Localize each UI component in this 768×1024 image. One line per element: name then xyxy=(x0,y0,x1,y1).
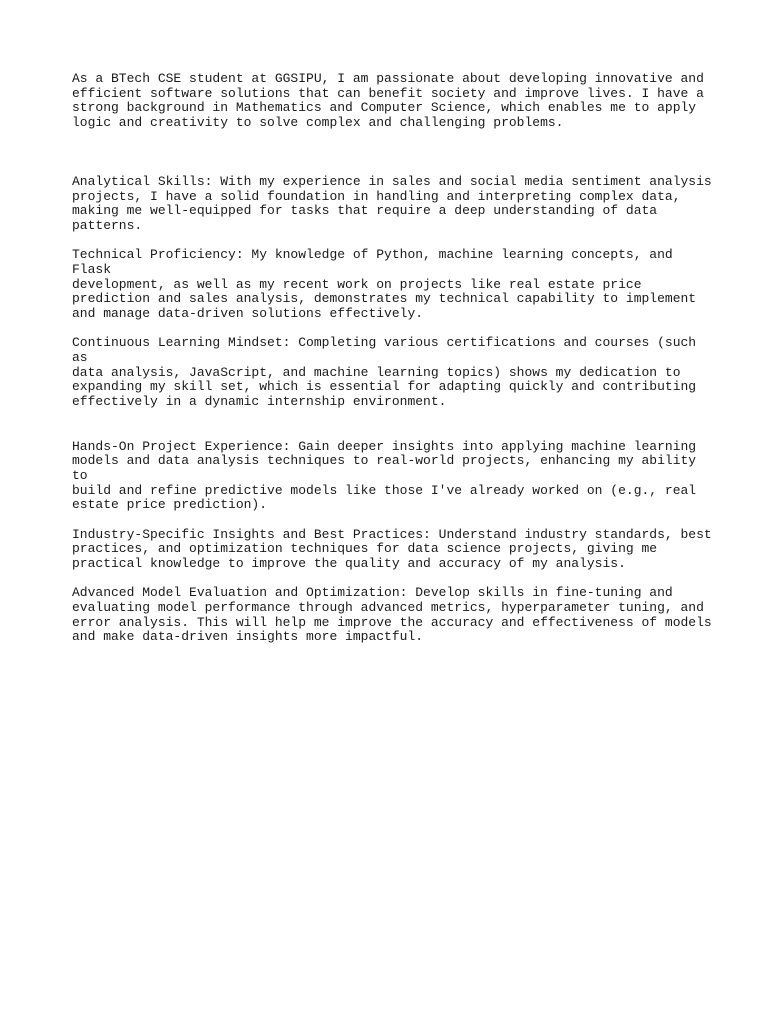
goal-industry-insights: Industry-Specific Insights and Best Practices: Understand industry standards, best practices, and optimization techniques for data science projects, giving me practical knowledge to improve the quality and accuracy of my analysis. xyxy=(72,526,712,572)
goal-hands-on-project: Hands-On Project Experience: Gain deeper insights into applying machine learning models and data analysis techniques to real-world projects, enhancing my ability to build and refine predictive models like those I've already worked on (e.g., real estate price prediction). xyxy=(72,438,697,513)
strength-continuous-learning: Continuous Learning Mindset: Completing various certifications and courses (such as data analysis, JavaScript, and machine learning topics) shows my dedication to expanding my skill set, which is essential for adapting quickly and contributing effectively in a dynamic internship environment. xyxy=(72,335,697,409)
strength-technical-proficiency: Technical Proficiency: My knowledge of Python, machine learning concepts, and Flask development, as well as my recent work on projects like real estate price prediction and sales analysis, demonstrates my technical capability to implement and manage data-driven solutions effectively. xyxy=(72,247,697,321)
intro-paragraph: As a BTech CSE student at GGSIPU, I am passionate about developing innovative and efficient software solutions that can benefit society and improve lives. I have a strong background in Mathematics and Computer Science, which enables me to apply logic and creativity to solve complex and challenging problems. xyxy=(72,71,704,131)
strength-analytical-skills: Analytical Skills: With my experience in sales and social media sentiment analysis projects, I have a solid foundation in handling and interpreting complex data, making me well-equipped for tasks that require a deep understanding of data patterns. xyxy=(72,173,712,233)
goal-model-evaluation: Advanced Model Evaluation and Optimization: Develop skills in fine-tuning and evaluating model performance through advanced metrics, hyperparameter tuning, and error analysis. This will help me improve the accuracy and effectiveness of models and make data-driven insights more impactful. xyxy=(72,585,712,645)
document-page xyxy=(72,72,712,645)
